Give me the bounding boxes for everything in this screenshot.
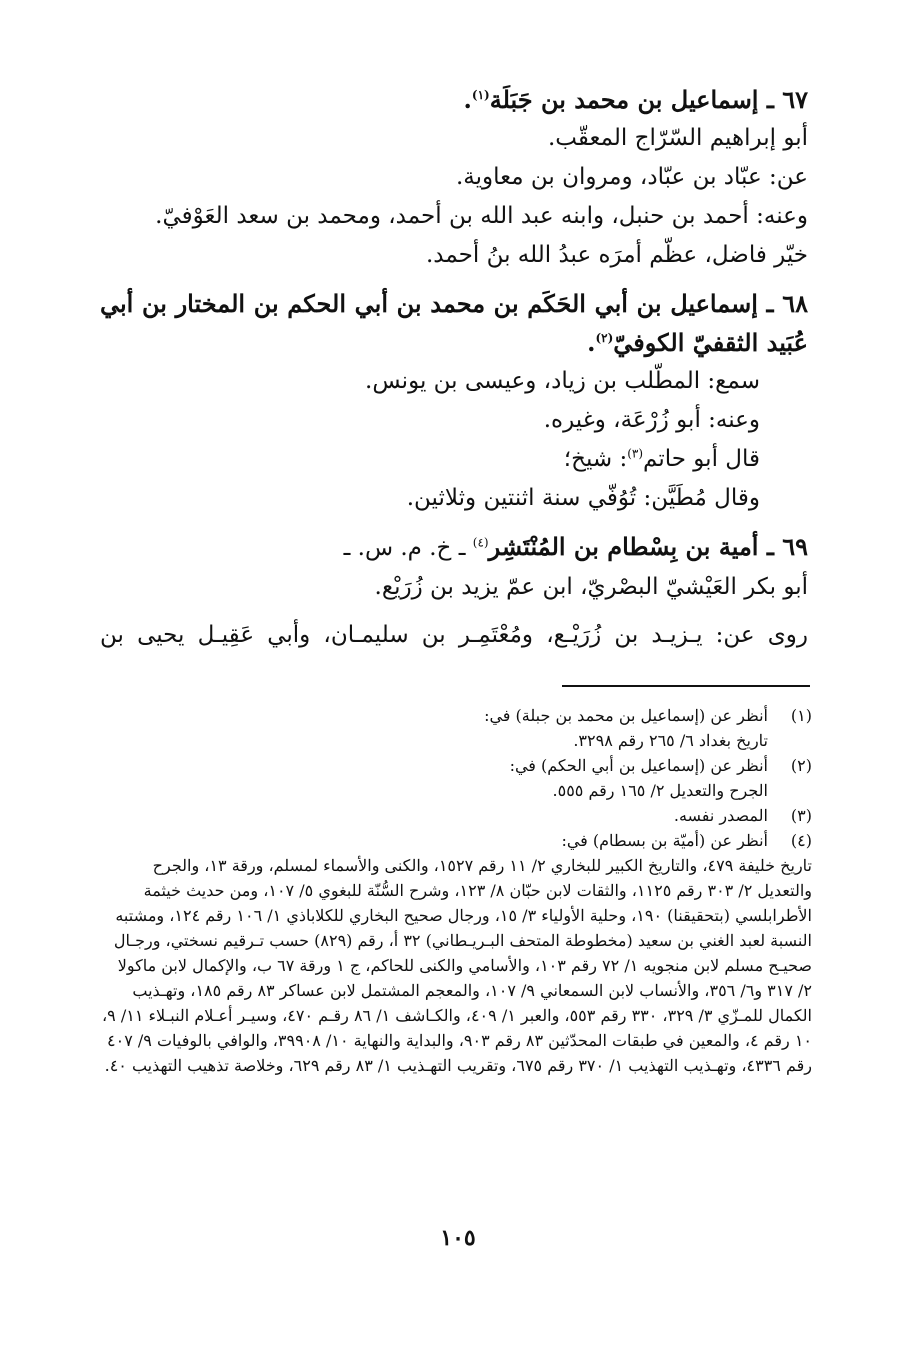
entry-68-heading-cont: عُبَيد الثقفيّ الكوفيّ$^{(٢)}$.	[587, 328, 808, 357]
footnote-text: أنظر عن (إسماعيل بن أبي الحكم) في:	[509, 756, 768, 775]
entry-69-line: روى عن: يـزيـد بن زُرَيْـع، ومُعْتَمِـر بن سليمـان، وأبي عَقِيـل يحيى بن	[100, 622, 808, 648]
footnote-ref: (٣)	[627, 446, 644, 461]
footnote-number: (١)	[790, 706, 812, 725]
footnote-text: ١٣، والجرح والتعديل ٢/ ٣٠٣ رقم ١١٢٥، والثقات لابن حبّان ٨/ ١٢٣، وشرح السُّنّة للبغوي	[152, 856, 812, 900]
entry-67-heading: ٦٧ ـ إسماعيل بن محمد بن جَبَلَة$^{(١)}$.	[463, 85, 808, 114]
footnote-text: تاريخ بغداد ٦/ ٢٦٥ رقم ٣٢٩٨.	[573, 731, 768, 750]
footnotes	[100, 703, 812, 1078]
footnote-text: منجويه ١/ ٧٢ رقم ١٠٣، والأسامي والكنى للحاكم، ج ١ ورقة ٦٧ ب، والإكمال لابن ماكولا	[117, 956, 689, 975]
footnote-text: أنظر عن (إسماعيل بن محمد بن جبلة) في:	[484, 706, 768, 725]
footnote-text: ١٨٥، وتهـذيب الكمال للمـزّي ٣/ ٣٢٩، ٣٣٠ رقم ٥٥٣، والعبر ١/ ٤٠٩، والكـاشف ١/ ٨٦	[132, 981, 812, 1025]
footnote-text: المتحف البـريـطاني) ٣٢ أ، رقم (٨٢٩) حسب تـرقيم نسختي، ورجـال صحيـح مسلم لابن	[113, 931, 812, 975]
footnote-text: ٥/ ١٠٧، ومن حديث خيثمة الأطرابلسي (بتحقيقنا) ١٩٠، وحلية الأولياء ٣/ ١٥، ورجال	[143, 881, 812, 925]
entry-68-heading: ٦٨ ـ إسماعيل بن أبي الحَكَم بن محمد بن أبي الحكم بن المختار بن أبي	[100, 289, 808, 318]
entry-68-line: قال أبو حاتم$^{(٣)}$: شيخ؛	[563, 446, 760, 472]
footnote	[100, 703, 812, 753]
footnote-ref: (١)	[471, 88, 490, 102]
entry-68-line: وقال مُطَيَّن: تُوُفّي سنة اثنتين وثلاثين.	[406, 485, 760, 511]
footnote-text: ٢/ ٣١٧ و٦/ ٣٥٦، والأنساب لابن السمعاني ٩/ ١٠٧، والمعجم المشتمل لابن عساكر ٨٣ رقم	[226, 981, 812, 1000]
footnote-separator	[562, 685, 810, 687]
main-text	[100, 80, 808, 655]
entry-68-line: سمع: المطّلب بن زياد، وعيسى بن يونس.	[365, 368, 760, 394]
entry-67-line: أبو إبراهيم السّرّاج المعقّب.	[547, 125, 808, 151]
footnote	[100, 828, 812, 853]
footnote-text: المصدر نفسه.	[673, 806, 768, 825]
entry-68-line: وعنه: أبو زُرْعَة، وغيره.	[543, 407, 760, 433]
footnote-text: رقـم ٤٧٠، وسيـر أعـلام النبـلاء ١١/ ٩، ١٠ رقم ٤، والمعين في طبقات المحدّثين ٨٣ رقم	[101, 1006, 812, 1050]
entry-69-heading: ٦٩ ـ أمية بن بِسْطام بن المُنْتَشِر$^{(٤)}$ ـ خ. م. س. ـ	[343, 532, 808, 561]
footnote-text: ٩٠٣، والبداية والنهاية ١٠/ ٣٩٩٠٨، والوافي بالوفيات ٩/ ٤٠٧ رقم ٤٣٣٦، وتهـذيب التهذيب	[107, 1031, 812, 1075]
footnote-text: صحيح البخاري للكلاباذي ١/ ١٠٦ رقم ١٢٤، ومشتبه النسبة لعبد الغني بن سعيد (مخطوطة	[115, 906, 812, 950]
entry-67-line: وعنه: أحمد بن حنبل، وابنه عبد الله بن أحمد، ومحمد بن سعد العَوْفيّ.	[155, 203, 808, 229]
entry-69-line: أبو بكر العَيْشيّ البصْريّ، ابن عمّ يزيد بن زُرَيْع.	[374, 574, 808, 600]
footnote-text: الجرح والتعديل ٢/ ١٦٥ رقم ٥٥٥.	[552, 781, 768, 800]
entry-67-line: عن: عبّاد بن عبّاد، ومروان بن معاوية.	[456, 164, 808, 190]
footnote	[100, 803, 812, 828]
footnote-text: أنظر عن (أميّة بن بسطام) في:	[561, 831, 768, 850]
footnote-number: (٢)	[790, 756, 812, 775]
footnote-text: تاريخ خليفة ٤٧٩، والتاريخ الكبير للبخاري ٢/ ١١ رقم ١٥٢٧، والكنى والأسماء لمسلم، ورقة	[231, 856, 812, 875]
entry-67-line: خيّر فاضل، عظّم أمرَه عبدُ الله بنُ أحمد.	[425, 242, 808, 268]
page-number: ١٠٥	[440, 1225, 476, 1251]
footnote-number: (٣)	[790, 806, 812, 825]
footnote-text: ١/ ٣٧٠ رقم ٦٧٥، وتقريب التهـذيب ١/ ٨٣ رقم ٦٢٩، وخلاصة تذهيب التهذيب ٤٠.	[104, 1056, 624, 1075]
footnote-ref: (٢)	[595, 331, 614, 345]
footnote-4-body	[100, 853, 812, 1078]
footnote-number: (٤)	[790, 831, 812, 850]
footnote	[100, 753, 812, 803]
footnote-ref: (٤)	[472, 535, 489, 550]
